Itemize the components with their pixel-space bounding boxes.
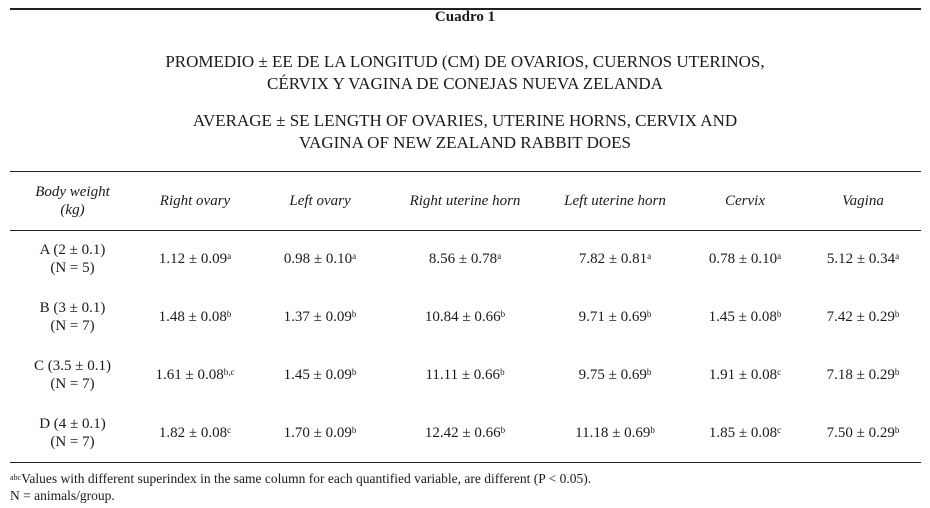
- mean-se-value: 7.82 ± 0.81: [578, 251, 648, 267]
- column-header-left-uterine-horn: Left uterine horn: [564, 193, 666, 209]
- significance-superscript: b,c: [223, 367, 235, 377]
- table-row: [10, 288, 921, 346]
- table-row: [10, 346, 921, 404]
- significance-superscript: b: [226, 309, 232, 319]
- mean-se-value: 7.18 ± 0.29: [826, 367, 895, 383]
- value-cell: [805, 288, 921, 346]
- title-spanish-line-2: CÉRVIX Y VAGINA DE CONEJAS NUEVA ZELANDA: [267, 74, 663, 93]
- significance-superscript: a: [895, 251, 900, 261]
- column-header-right-uterine-horn: Right uterine horn: [409, 193, 521, 209]
- significance-superscript: b: [646, 309, 652, 319]
- value-cell: [805, 230, 921, 288]
- value-cell: [545, 404, 685, 462]
- value-cell: [255, 404, 385, 462]
- value-cell: [545, 230, 685, 288]
- mean-se-value: 1.45 ± 0.08: [708, 309, 777, 325]
- value-cell: [385, 288, 545, 346]
- significance-superscript: b: [776, 309, 782, 319]
- mean-se-value: 1.12 ± 0.09: [158, 251, 228, 267]
- group-cell: [10, 404, 135, 462]
- column-header-body-weight: Body weight (kg): [35, 184, 110, 218]
- value-cell: [135, 288, 255, 346]
- mean-se-value: 10.84 ± 0.66: [424, 309, 501, 325]
- mean-se-value: 7.50 ± 0.29: [826, 425, 895, 441]
- value-cell: [685, 288, 805, 346]
- column-header-cervix: Cervix: [725, 193, 765, 209]
- mean-se-value: 1.48 ± 0.08: [158, 309, 227, 325]
- group-sample-size: (N = 7): [50, 434, 95, 450]
- header-row: [10, 172, 921, 230]
- group-sample-size: (N = 7): [50, 318, 95, 334]
- mean-se-value: 1.70 ± 0.09: [283, 425, 352, 441]
- significance-superscript: a: [497, 251, 502, 261]
- value-cell: [685, 404, 805, 462]
- significance-superscript: c: [777, 367, 782, 377]
- table-row: [10, 230, 921, 288]
- mean-se-value: 11.18 ± 0.69: [575, 425, 651, 441]
- mean-se-value: 1.45 ± 0.09: [283, 367, 352, 383]
- mean-se-value: 1.91 ± 0.08: [708, 367, 778, 383]
- significance-superscript: a: [227, 251, 232, 261]
- table-row: [10, 404, 921, 462]
- significance-superscript: b: [351, 425, 357, 435]
- data-table: [10, 172, 921, 462]
- group-cell: [10, 230, 135, 288]
- value-cell: [255, 346, 385, 404]
- value-cell: [135, 346, 255, 404]
- group-sample-size: (N = 5): [50, 260, 95, 276]
- mean-se-value: 1.82 ± 0.08: [158, 425, 228, 441]
- title-spanish-line-1: PROMEDIO ± EE DE LA LONGITUD (CM) DE OVARIOS, CUERNOS UTERINOS,: [165, 52, 765, 71]
- value-cell: [545, 288, 685, 346]
- significance-superscript: b: [500, 367, 505, 377]
- significance-superscript: b: [894, 425, 900, 435]
- mean-se-value: 9.75 ± 0.69: [578, 367, 647, 383]
- significance-superscript: a: [777, 251, 782, 261]
- significance-superscript: b: [351, 367, 357, 377]
- title-english-line-1: AVERAGE ± SE LENGTH OF OVARIES, UTERINE HORNS, CERVIX AND: [192, 111, 738, 130]
- significance-superscript: b: [894, 309, 900, 319]
- group-label: D (4 ± 0.1): [39, 416, 106, 432]
- column-header-left-ovary: Left ovary: [289, 193, 351, 209]
- value-cell: [385, 346, 545, 404]
- value-cell: [135, 404, 255, 462]
- significance-superscript: c: [777, 425, 782, 435]
- mean-se-value: 5.12 ± 0.34: [826, 251, 896, 267]
- significance-superscript: b: [646, 367, 652, 377]
- mean-se-value: 12.42 ± 0.66: [424, 425, 501, 441]
- significance-superscript: a: [352, 251, 357, 261]
- footnote-marker: abc: [10, 473, 22, 482]
- table-bottom-rule: [10, 462, 921, 463]
- value-cell: [255, 288, 385, 346]
- group-cell: [10, 288, 135, 346]
- significance-superscript: a: [647, 251, 652, 261]
- mean-se-value: 0.98 ± 0.10: [283, 251, 353, 267]
- mean-se-value: 7.42 ± 0.29: [826, 309, 895, 325]
- title-english: [0, 110, 930, 154]
- mean-se-value: 1.61 ± 0.08: [155, 367, 224, 383]
- value-cell: [805, 404, 921, 462]
- significance-superscript: b: [650, 425, 655, 435]
- group-label: C (3.5 ± 0.1): [34, 358, 111, 374]
- value-cell: [255, 230, 385, 288]
- significance-superscript: c: [227, 425, 232, 435]
- group-label: A (2 ± 0.1): [39, 242, 106, 258]
- value-cell: [805, 346, 921, 404]
- value-cell: [385, 404, 545, 462]
- group-cell: [10, 346, 135, 404]
- footnote-significance: $^{abc}$Values with different superindex in the same column for each quantified variable, are different (P < 0.05).: [10, 471, 592, 486]
- mean-se-value: 9.71 ± 0.69: [578, 309, 647, 325]
- value-cell: [545, 346, 685, 404]
- column-header-vagina: Vagina: [842, 193, 884, 209]
- table-caption: Cuadro 1: [434, 9, 496, 25]
- mean-se-value: 1.85 ± 0.08: [708, 425, 778, 441]
- group-label: B (3 ± 0.1): [39, 300, 106, 316]
- mean-se-value: 11.11 ± 0.66: [425, 367, 501, 383]
- value-cell: [685, 346, 805, 404]
- significance-superscript: b: [500, 425, 506, 435]
- title-spanish: [0, 51, 930, 95]
- significance-superscript: b: [351, 309, 357, 319]
- significance-superscript: b: [500, 309, 506, 319]
- mean-se-value: 1.37 ± 0.09: [283, 309, 352, 325]
- value-cell: [385, 230, 545, 288]
- value-cell: [685, 230, 805, 288]
- mean-se-value: 8.56 ± 0.78: [428, 251, 498, 267]
- value-cell: [135, 230, 255, 288]
- column-header-right-ovary: Right ovary: [159, 193, 231, 209]
- mean-se-value: 0.78 ± 0.10: [708, 251, 778, 267]
- group-sample-size: (N = 7): [50, 376, 95, 392]
- title-english-line-2: VAGINA OF NEW ZEALAND RABBIT DOES: [299, 133, 631, 152]
- significance-superscript: b: [894, 367, 900, 377]
- footnote-n-definition: N = animals/group.: [10, 488, 115, 503]
- footnotes: [10, 470, 591, 504]
